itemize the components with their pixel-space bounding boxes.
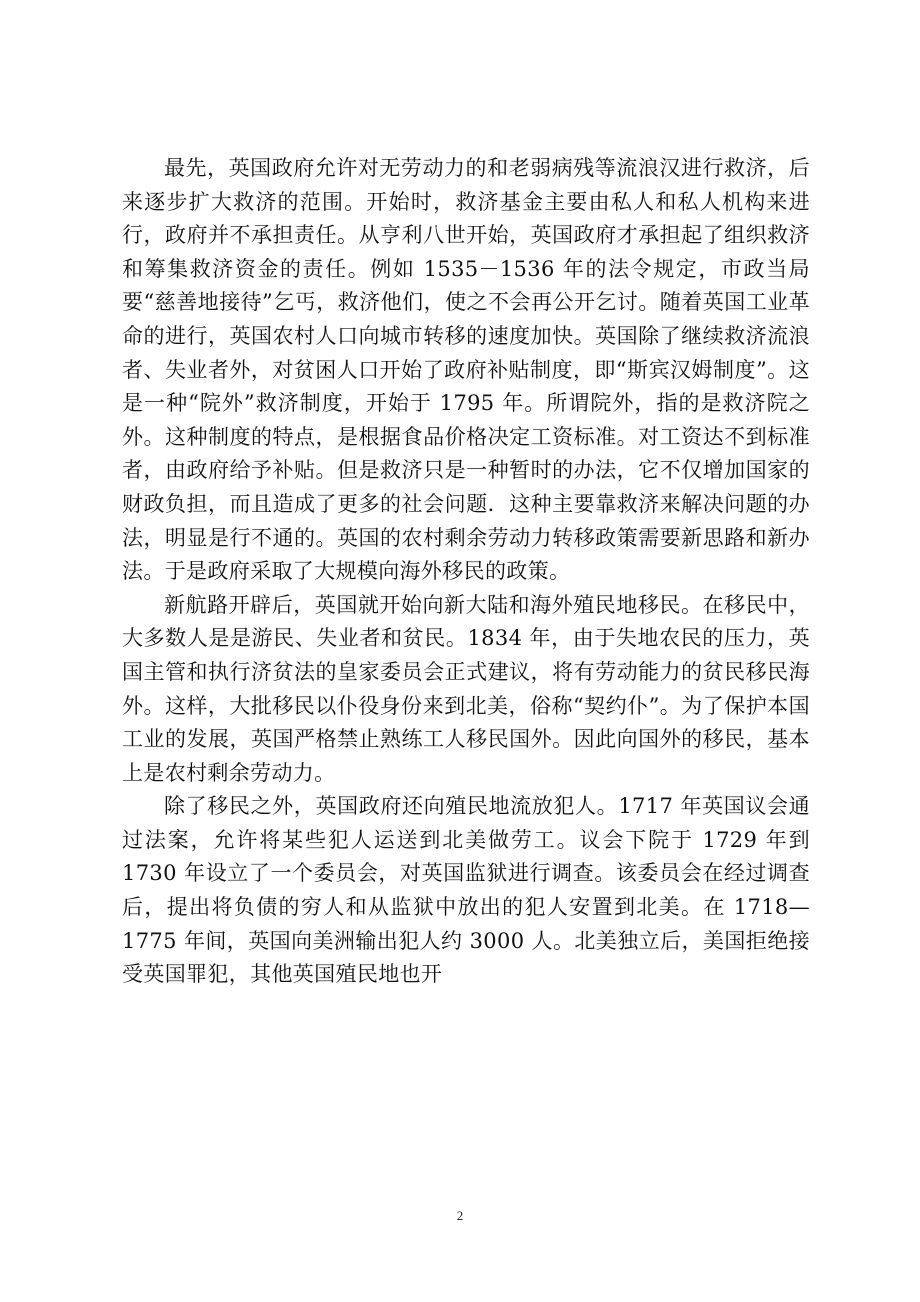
page-number: 2 xyxy=(456,1208,464,1223)
page-body xyxy=(122,152,810,992)
paragraph-3: 除了移民之外，英国政府还向殖民地流放犯人。1717 年英国议会通过法案，允许将某些犯人运送到北美做劳工。议会下院于 1729 年到 1730 年设立了一个委员会，对英国监狱进行调查。该委员会在经过调查后，提出将负债的穷人和从监狱中放出的犯人安置到北美。在 1718—1775 年间，英国向美洲输出犯人约 3000 人。北美独立后，美国拒绝接受英国罪犯，其他英国殖民地也开 xyxy=(122,794,810,987)
paragraph-2: 新航路开辟后，英国就开始向新大陆和海外殖民地移民。在移民中，大多数人是是游民、失业者和贫民。1834 年，由于失地农民的压力，英国主管和执行济贫法的皇家委员会正式建议，将有劳动能力的贫民移民海外。这样，大批移民以仆役身份来到北美，俗称“契约仆”。为了保护本国工业的发展，英国严格禁止熟练工人移民国外。因此向国外的移民，基本上是农村剩余劳动力。 xyxy=(122,592,810,785)
paragraph-1: 最先，英国政府允许对无劳动力的和老弱病残等流浪汉进行救济，后来逐步扩大救济的范围。开始时，救济基金主要由私人和私人机构来进行，政府并不承担责任。从亨利八世开始，英国政府才承担起了组织救济和筹集救济资金的责任。例如 1535－1536 年的法令规定，市政当局要“慈善地接待”乞丐，救济他们，使之不会再公开乞讨。随着英国工业革命的进行，英国农村人口向城市转移的速度加快。英国除了继续救济流浪者、失业者外，对贫困人口开始了政府补贴制度，即“斯宾汉姆制度”。这是一种“院外”救济制度，开始于 1795 年。所谓院外，指的是救济院之外。这种制度的特点，是根据食品价格决定工资标准。对工资达不到标准者，由政府给予补贴。但是救济只是一种暂时的办法，它不仅增加国家的财政负担，而且造成了更多的社会问题．这种主要靠救济来解决问题的办法，明显是行不通的。英国的农村剩余劳动力转移政策需要新思路和新办法。于是政府采取了大规模向海外移民的政策。 xyxy=(122,156,810,584)
